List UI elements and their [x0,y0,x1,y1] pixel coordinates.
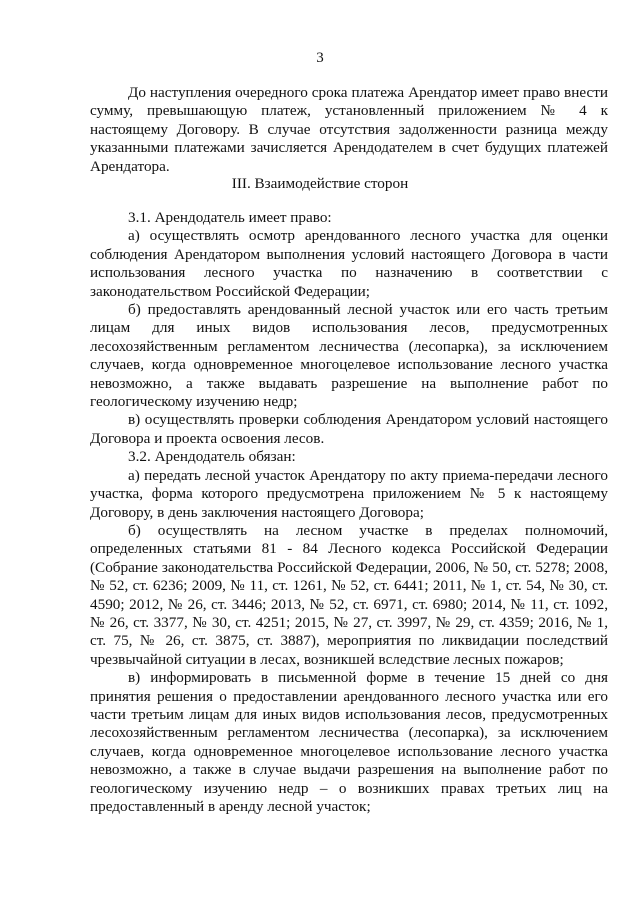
clause-3-1-item-v: в) осуществлять проверки соблюдения Арендатором условий настоящего Договора и проекта освоения лесов. [90,411,608,447]
intro-paragraph: До наступления очередного срока платежа Арендатор имеет право внести сумму, превышающую платеж, установленный приложением № 4 к настоящему Договору. В случае отсутствия задолженности разница между указанными платежами зачисляется Арендодателем в счет будущих платежей Арендатора. [90,84,608,175]
clause-3-2-item-a: а) передать лесной участок Арендатору по акту приема-передачи лесного участка, форма которого предусмотрена приложением № 5 к настоящему Договору, в день заключения настоящего Договора; [90,466,608,521]
clause-3-1-title: 3.1. Арендодатель имеет право: [128,209,332,226]
clause-3-2-item-v: в) информировать в письменной форме в течение 15 дней со дня принятия решения о предоставлении арендованного лесного участка или его части третьим лицам для иных видов использования лесов, предусмотренных лесохозяйственным регламентом лесничества (лесопарка), за исключением случаев, когда одновременное многоцелевое использование лесного участка невозможно, а также в случае выдачи разрешения на выполнение работ по геологическому изучению недр – о возникших правах третьих лиц на предоставленный в аренду лесной участок; [90,669,608,815]
intro-block [90,84,608,176]
clause-3-2-item-b: б) осуществлять на лесном участке в пределах полномочий, определенных статьями 81 - 84 Лесного кодекса Российской Федерации (Собрание законодательства Российской Федерации, 2006, № 50, ст. 5278; 2008, № 52, ст. 6236; 2009, № 11, ст. 1261, № 52, ст. 6441; 2011, № 1, ст. 54, № 30, ст. 4590; 2012, № 26, ст. 3446; 2013, № 52, ст. 6971, ст. 6980; 2014, № 11, ст. 1092, № 26, ст. 3377, № 30, ст. 4251; 2015, № 27, ст. 3997, № 29, ст. 4359; 2016, № 1, ст. 75, № 26, ст. 3875, ст. 3887), мероприятия по ликвидации последствий чрезвычайной ситуации в лесах, возникшей вследствие лесных пожаров; [90,521,608,668]
clause-3-2-title: 3.2. Арендодатель обязан: [128,448,296,466]
page-number: 3 [316,50,324,66]
clause-3-1-item-a: а) осуществлять осмотр арендованного лесного участка для оценки соблюдения Арендатором выполнения условий настоящего Договора в части использования лесного участка по назначению в соответствии с законодательством Российской Федерации; [90,227,608,300]
section-heading: III. Взаимодействие сторон [231,175,409,192]
clause-3-1-item-b: б) предоставлять арендованный лесной участок или его часть третьим лицам для иных видов использования лесов, предусмотренных лесохозяйственным регламентом лесничества (лесопарка), за исключением случаев, когда одновременное многоцелевое использование лесного участка невозможно, а также выдавать разрешение на выполнение работ по геологическому изучению недр; [90,301,608,411]
section-body [90,209,608,816]
